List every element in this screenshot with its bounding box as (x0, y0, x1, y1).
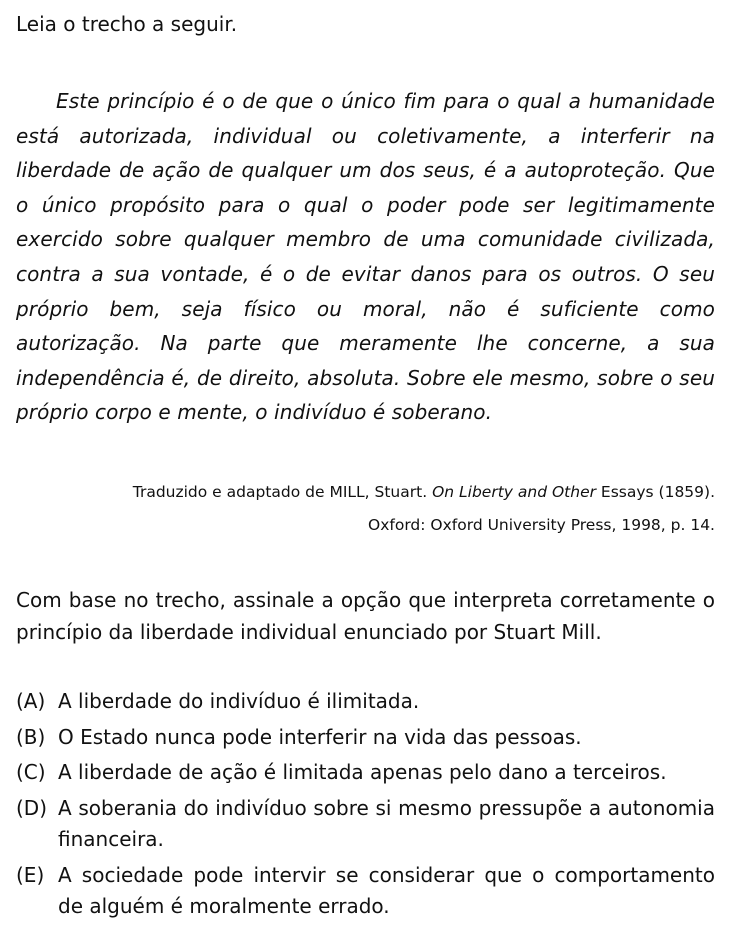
option-e[interactable] (16, 860, 715, 923)
option-letter: (A) (16, 689, 46, 713)
option-a[interactable] (16, 686, 715, 718)
option-c[interactable] (16, 757, 715, 789)
quoted-passage: Este princípio é o de que o único fim para o qual a humanidade está autorizada, individual ou coletivamente, a interferir na liberdade de ação de qualquer um dos seus, é a autoproteção. Que o único propósito para o qual o poder pode ser legitimamente exercido sobre qualquer membro de uma comunidade civilizada, contra a sua vontade, é o de evitar danos para os outros. O seu próprio bem, seja físico ou moral, não é suficiente como autorização. Na parte que meramente lhe concerne, a sua independência é, de direito, absoluta. Sobre ele mesmo, sobre o seu próprio corpo e mente, o indivíduo é soberano. (16, 89, 715, 425)
answer-options (16, 686, 715, 927)
option-letter: (E) (16, 862, 45, 887)
option-text: A sociedade pode intervir se considerar que o comportamento de alguém é moralmente errado. (58, 862, 715, 918)
option-text: O Estado nunca pode interferir na vida das pessoas. (58, 724, 582, 749)
option-text: A soberania do indivíduo sobre si mesmo pressupõe a autonomia financeira. (58, 795, 715, 851)
option-letter: (C) (16, 760, 46, 784)
source-citation-line-1 (133, 481, 715, 503)
option-text: A liberdade do indivíduo é ilimitada. (58, 689, 420, 713)
option-letter: (B) (16, 724, 46, 749)
intro-text: Leia o trecho a seguir. (16, 12, 238, 36)
option-b[interactable] (16, 722, 715, 754)
option-letter: (D) (16, 795, 48, 820)
source-citation-line-2: Oxford: Oxford University Press, 1998, p. 14. (368, 516, 715, 534)
option-d[interactable] (16, 793, 715, 856)
question-prompt: Com base no trecho, assinale a opção que interpreta corretamente o princípio da liberdade individual enunciado por Stuart Mill. (16, 588, 715, 644)
source-book-title: On Liberty and Other (432, 483, 596, 501)
source-prefix: Traduzido e adaptado de MILL, Stuart. (132, 483, 433, 501)
source-suffix: Essays (1859). (595, 483, 715, 501)
option-text: A liberdade de ação é limitada apenas pelo dano a terceiros. (58, 760, 667, 784)
